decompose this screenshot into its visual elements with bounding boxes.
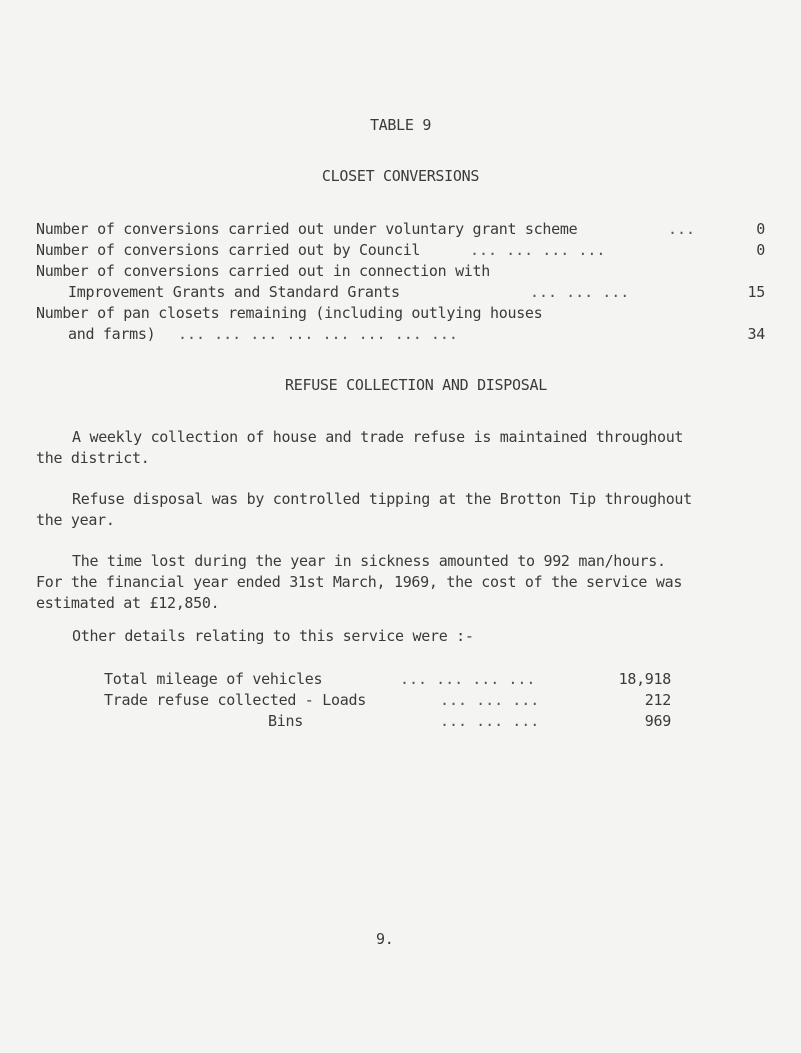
conversion-row-4-value: 34 [747,325,765,343]
detail-row-1-value: 18,918 [618,670,671,688]
conversion-row-1-value: 0 [756,220,765,238]
paragraph-2-line1: Refuse disposal was by controlled tipping at the Brotton Tip throughout [72,490,692,508]
leader-dots: ... ... ... [530,283,630,301]
conversion-row-2-value: 0 [756,241,765,259]
conversion-row-3-label-line1: Number of conversions carried out in connection with [36,262,491,280]
detail-row-3-label: Bins [268,712,303,730]
leader-dots: ... ... ... ... [400,670,536,688]
leader-dots: ... [668,220,696,238]
leader-dots: ... ... ... [440,691,540,709]
conversion-row-4-label-line2: and farms) [68,325,156,343]
paragraph-2-line2: the year. [36,511,115,529]
detail-row-3-value: 969 [644,712,671,730]
conversion-row-4-label-line1: Number of pan closets remaining (including outlying houses [36,304,543,322]
refuse-heading: REFUSE COLLECTION AND DISPOSAL [285,376,547,394]
paragraph-1-line1: A weekly collection of house and trade refuse is maintained throughout [72,428,684,446]
detail-row-1-label: Total mileage of vehicles [104,670,323,688]
conversion-row-3-label-line2: Improvement Grants and Standard Grants [68,283,400,301]
paragraph-3-line1: The time lost during the year in sickness amounted to 992 man/hours. [72,552,666,570]
leader-dots: ... ... ... ... ... ... ... ... [178,325,458,343]
conversion-row-2-label: Number of conversions carried out by Council [36,241,421,259]
page-number: 9. [376,930,394,948]
paragraph-3-line2: For the financial year ended 31st March, 1969, the cost of the service was [36,573,683,591]
section-title: CLOSET CONVERSIONS [321,167,480,185]
table-title: TABLE 9 [369,116,432,134]
conversion-row-1-label: Number of conversions carried out under voluntary grant scheme [36,220,578,238]
detail-row-2-label: Trade refuse collected - Loads [104,691,366,709]
detail-row-2-value: 212 [644,691,671,709]
leader-dots: ... ... ... [440,712,540,730]
leader-dots: ... ... ... ... [470,241,606,259]
paragraph-1-line2: the district. [36,449,150,467]
conversion-row-3-value: 15 [747,283,765,301]
paragraph-3-line3: estimated at £12,850. [36,594,220,612]
paragraph-4: Other details relating to this service were :- [72,627,474,645]
